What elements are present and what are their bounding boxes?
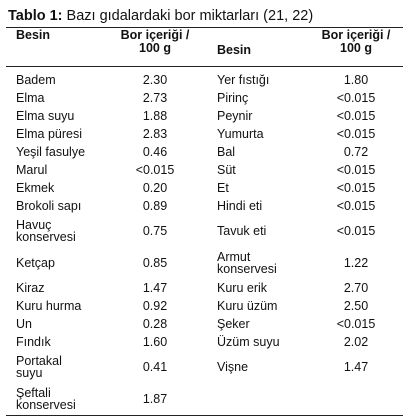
left-food: Yeşil fasulye [16, 145, 86, 159]
left-food-line2: konservesi [16, 230, 76, 244]
left-food: Un [16, 317, 32, 331]
left-value: 0.41 [142, 360, 168, 374]
header-boron-right [304, 28, 403, 67]
table-row [6, 297, 403, 315]
left-food [6, 215, 103, 247]
left-value: 0.20 [142, 181, 168, 195]
header-food-left: Besin [6, 28, 103, 67]
right-food: Kuru üzüm [217, 299, 278, 313]
left-value: 1.88 [142, 109, 168, 123]
left-food-line1: Portakal [16, 354, 62, 368]
right-value: 1.80 [343, 73, 369, 87]
right-value: 2.02 [343, 335, 369, 349]
header-food-right: Besin [207, 28, 304, 67]
left-food: Badem [16, 73, 56, 87]
left-food: Kuru hurma [16, 299, 82, 313]
left-value: 0.46 [142, 145, 168, 159]
right-value: <0.015 [336, 91, 376, 105]
table-caption [8, 7, 398, 25]
left-food-line2: suyu [16, 366, 43, 380]
right-value: <0.015 [336, 317, 376, 331]
right-food-line2: konservesi [217, 262, 277, 276]
right-value: <0.015 [336, 199, 376, 213]
left-value: 1.60 [142, 335, 168, 349]
right-food: Peynir [217, 109, 253, 123]
right-value: <0.015 [336, 224, 376, 238]
left-value: 2.30 [142, 73, 168, 87]
header-boron-line2: 100 g [340, 41, 372, 55]
table-row [6, 161, 403, 179]
table-row [6, 107, 403, 125]
left-value: 0.89 [142, 199, 168, 213]
right-food: Yumurta [217, 127, 264, 141]
left-food: Ketçap [16, 256, 55, 270]
right-value: <0.015 [336, 127, 376, 141]
left-value: 1.47 [142, 281, 168, 295]
left-food-line1: Havuç [16, 218, 52, 232]
table-row [6, 197, 403, 215]
table-body [6, 67, 403, 416]
right-food: Üzüm suyu [217, 335, 280, 349]
table-header [6, 28, 403, 67]
right-value: 0.72 [343, 145, 369, 159]
left-value: 0.92 [142, 299, 168, 313]
right-value: 1.22 [343, 256, 369, 270]
left-value: 1.87 [103, 383, 207, 416]
right-value: 1.47 [343, 360, 369, 374]
right-food: Bal [217, 145, 236, 159]
left-food: Marul [16, 163, 48, 177]
right-food: Şeker [217, 317, 250, 331]
table-row [6, 315, 403, 333]
right-food: Süt [217, 163, 236, 177]
right-food: Et [217, 181, 229, 195]
caption-text: Bazı gıdalardaki bor miktarları (21, 22) [62, 8, 314, 24]
left-food: Elma püresi [16, 127, 82, 141]
header-boron-line2: 100 g [139, 41, 171, 55]
left-value: 2.83 [142, 127, 168, 141]
table-row [6, 333, 403, 351]
right-food [207, 247, 304, 279]
table-row [6, 247, 403, 279]
left-value: <0.015 [135, 163, 175, 177]
table-row [6, 143, 403, 161]
right-food: Kuru erik [217, 281, 268, 295]
left-food: Kiraz [16, 281, 45, 295]
table-row [6, 179, 403, 197]
left-value: 2.73 [142, 91, 168, 105]
right-food-line1: Armut [217, 250, 251, 264]
table-row [6, 215, 403, 247]
table-row [6, 89, 403, 107]
left-food [6, 383, 103, 416]
right-food: Yer fıstığı [217, 73, 270, 87]
table-row [6, 351, 403, 383]
right-value: <0.015 [336, 181, 376, 195]
left-food [6, 351, 103, 383]
boron-content-table [6, 27, 403, 416]
left-value: 0.75 [142, 224, 168, 238]
left-food: Elma suyu [16, 109, 75, 123]
left-food: Fındık [16, 335, 51, 349]
right-food: Tavuk eti [217, 224, 267, 238]
left-value: 0.85 [142, 256, 168, 270]
right-value: 2.70 [343, 281, 369, 295]
right-food: Pirinç [217, 91, 249, 105]
table-row [6, 279, 403, 297]
table-row [6, 383, 403, 416]
table-row [6, 125, 403, 143]
left-value: 0.28 [142, 317, 168, 331]
left-food-line2: konservesi [16, 398, 76, 412]
right-food: Vişne [217, 360, 249, 374]
right-value [304, 383, 403, 416]
left-food-line1: Şeftali [16, 386, 51, 400]
header-boron-line1: Bor içeriği / [120, 28, 190, 42]
header-boron-left [103, 28, 207, 67]
right-food [207, 383, 304, 416]
left-food: Elma [16, 91, 45, 105]
left-food: Ekmek [16, 181, 55, 195]
right-value: <0.015 [336, 163, 376, 177]
header-boron-line1: Bor içeriği / [321, 28, 391, 42]
right-value: <0.015 [336, 109, 376, 123]
table-row [6, 71, 403, 89]
right-food: Hindi eti [217, 199, 263, 213]
caption-label: Tablo 1: [8, 8, 63, 24]
right-value: 2.50 [343, 299, 369, 313]
left-food: Brokoli sapı [16, 199, 82, 213]
